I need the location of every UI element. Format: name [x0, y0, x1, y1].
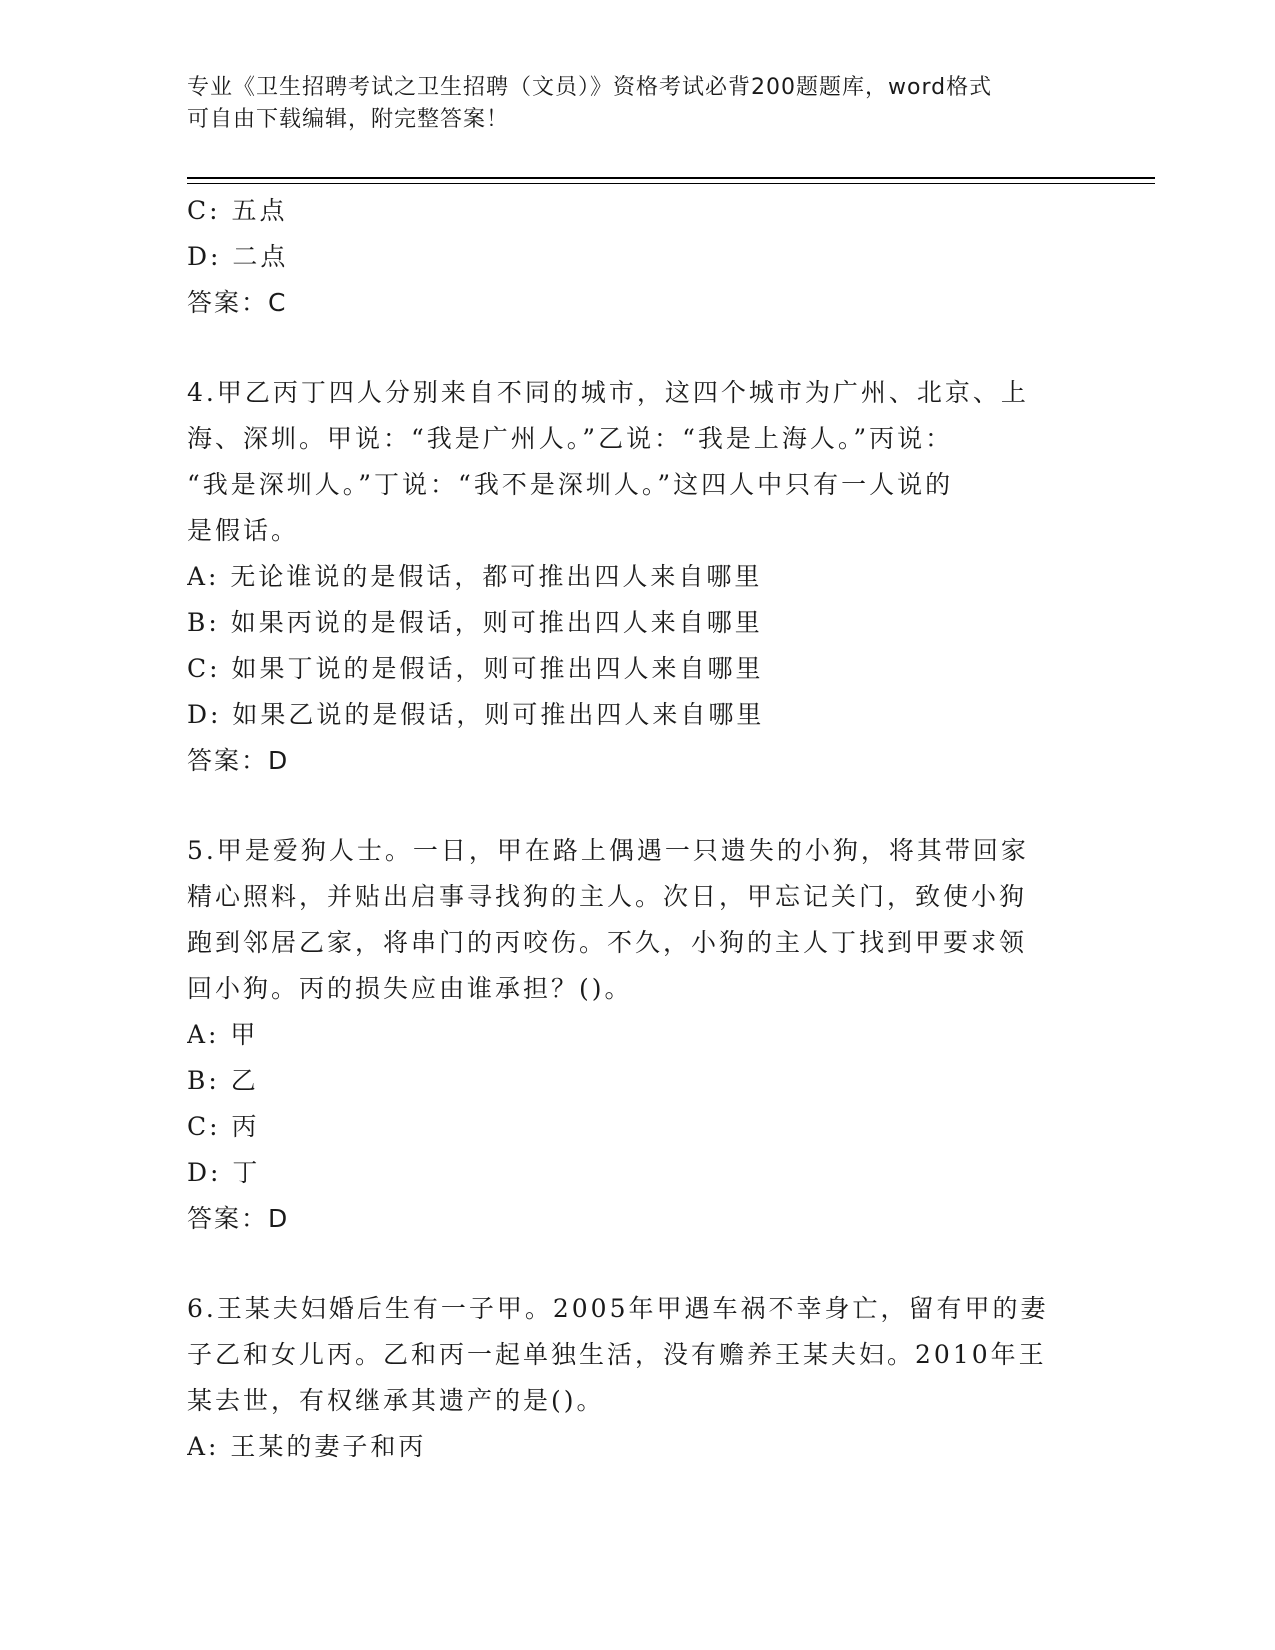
question-stem-line: 跑到邻居乙家，将串门的丙咬伤。不久，小狗的主人丁找到甲要求领 [187, 928, 1028, 957]
question-3 [187, 188, 1067, 326]
document-body [187, 188, 1067, 1470]
header-divider-thick [187, 177, 1155, 179]
option-d: D: 如果乙说的是假话，则可推出四人来自哪里 [187, 700, 765, 729]
question-5 [187, 828, 1067, 1242]
option-a: A: 甲 [187, 1020, 259, 1049]
question-4 [187, 370, 1067, 784]
answer-line: 答案：D [187, 1204, 290, 1233]
option-c: C: 如果丁说的是假话，则可推出四人来自哪里 [187, 654, 764, 683]
header-divider-thin [187, 183, 1155, 184]
option-d: D: 二点 [187, 242, 289, 271]
question-stem-line: 海、深圳。甲说：“我是广州人。”乙说：“我是上海人。”丙说： [187, 424, 954, 453]
question-6 [187, 1286, 1067, 1470]
option-c: C: 丙 [187, 1112, 260, 1141]
spacer [187, 784, 1067, 828]
option-b: B: 乙 [187, 1066, 259, 1095]
document-header [187, 72, 1067, 136]
option-a: A: 无论谁说的是假话，都可推出四人来自哪里 [187, 562, 763, 591]
answer-line: 答案：D [187, 746, 290, 775]
option-b: B: 如果丙说的是假话，则可推出四人来自哪里 [187, 608, 763, 637]
question-stem-line: 某去世，有权继承其遗产的是()。 [187, 1386, 605, 1415]
question-stem-line: 4.甲乙丙丁四人分别来自不同的城市，这四个城市为广州、北京、上 [187, 378, 1029, 407]
answer-line: 答案：C [187, 288, 288, 317]
option-c: C: 五点 [187, 196, 288, 225]
question-stem-line: 子乙和女儿丙。乙和丙一起单独生活，没有赡养王某夫妇。2010年王 [187, 1340, 1047, 1369]
option-a: A: 王某的妻子和丙 [187, 1432, 427, 1461]
question-stem-line: “我是深圳人。”丁说：“我不是深圳人。”这四人中只有一人说的 [187, 470, 954, 499]
question-stem-line: 6.王某夫妇婚后生有一子甲。2005年甲遇车祸不幸身亡，留有甲的妻 [187, 1294, 1049, 1323]
header-title-line-2: 可自由下载编辑，附完整答案！ [187, 107, 510, 132]
option-d: D: 丁 [187, 1158, 261, 1187]
question-stem-line: 5.甲是爱狗人士。一日，甲在路上偶遇一只遗失的小狗，将其带回家 [187, 836, 1029, 865]
question-stem-line: 精心照料，并贴出启事寻找狗的主人。次日，甲忘记关门，致使小狗 [187, 882, 1028, 911]
question-stem-line: 是假话。 [187, 516, 300, 545]
spacer [187, 1242, 1067, 1286]
header-title-line-1: 专业《卫生招聘考试之卫生招聘（文员）》资格考试必背200题题库，word格式 [187, 75, 993, 100]
question-stem-line: 回小狗。丙的损失应由谁承担？()。 [187, 974, 633, 1003]
spacer [187, 326, 1067, 370]
